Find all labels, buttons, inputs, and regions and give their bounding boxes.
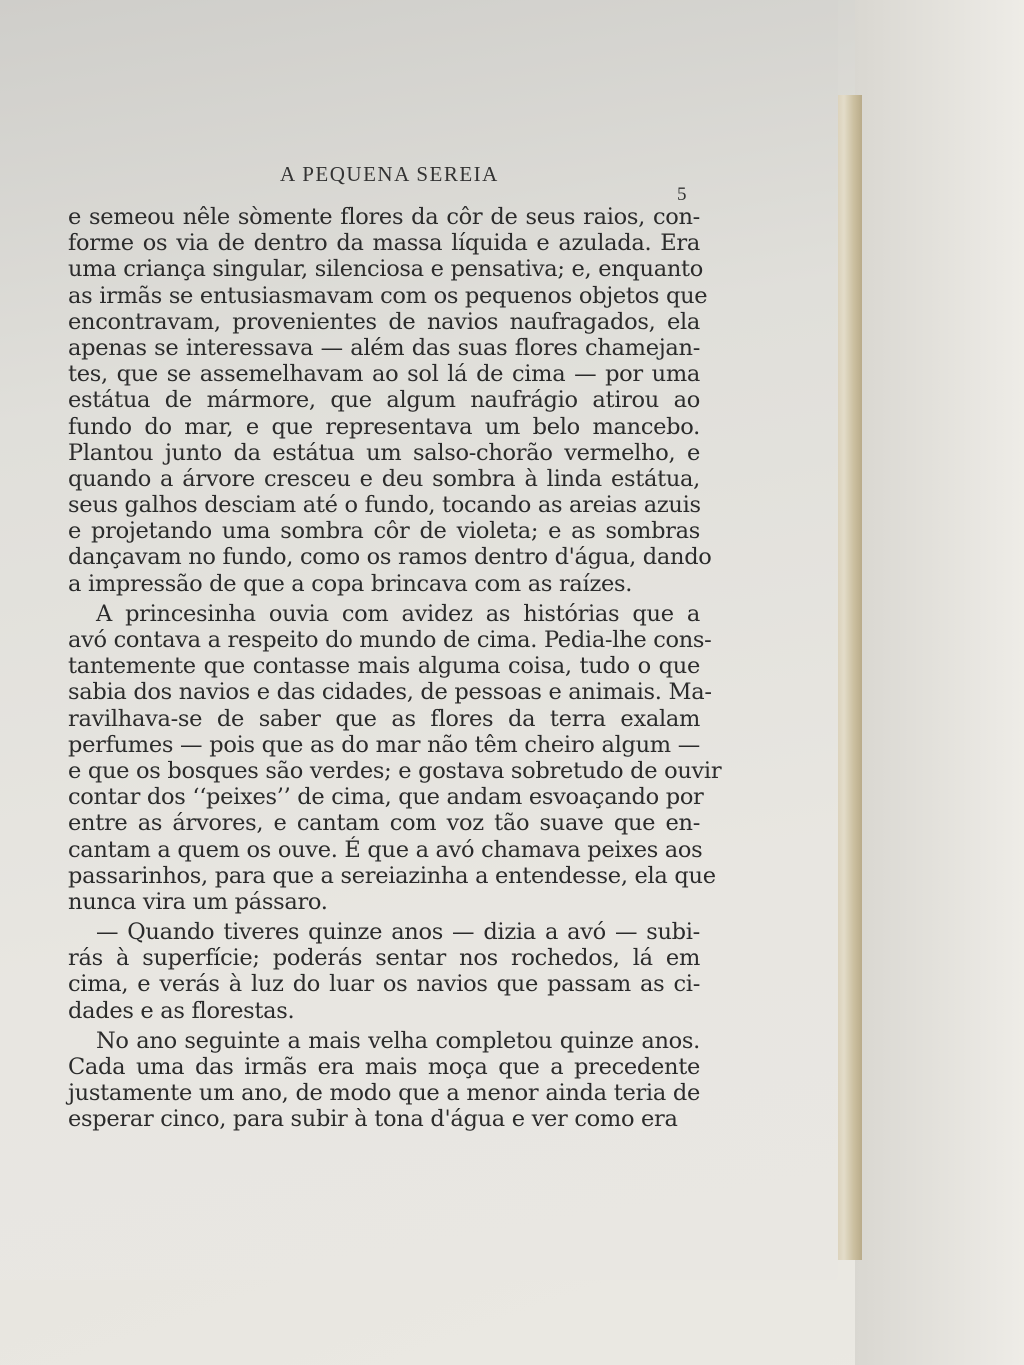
page-number: 5 xyxy=(677,184,687,205)
text-line: passarinhos, para que a sereiazinha a entendesse, ela que xyxy=(68,862,716,889)
text-line: Cada uma das irmãs era mais moça que a precedente xyxy=(68,1054,700,1080)
text-line: encontravam, provenientes de navios naufragados, ela xyxy=(68,308,700,335)
text-line: cantam a quem os ouve. É que a avó chamava peixes aos xyxy=(68,836,703,863)
text-line: quando a árvore cresceu e deu sombra à linda estátua, xyxy=(68,465,700,492)
text-line: seus galhos desciam até o fundo, tocando as areias azuis xyxy=(68,492,701,519)
text-line: A princesinha ouvia com avidez as histórias que a xyxy=(96,600,700,627)
text-line: e semeou nêle sòmente flores da côr de seus raios, con- xyxy=(68,204,700,230)
text-line: esperar cinco, para subir à tona d'água e ver como era xyxy=(68,1106,678,1133)
text-line: as irmãs se entusiasmavam com os pequenos objetos que xyxy=(68,282,708,309)
text-line: rás à superfície; poderás sentar nos rochedos, lá em xyxy=(68,945,700,972)
text-line: estátua de mármore, que algum naufrágio atirou ao xyxy=(68,387,700,414)
text-line: tes, que se assemelhavam ao sol lá de cima — por uma xyxy=(68,361,700,388)
text-line: fundo do mar, e que representava um belo mancebo. xyxy=(68,413,700,440)
text-line: cima, e verás à luz do luar os navios que passam as ci- xyxy=(68,971,700,998)
text-line: No ano seguinte a mais velha completou quinze anos. xyxy=(96,1027,700,1054)
text-line: ravilhava-se de saber que as flores da terra exalam xyxy=(68,705,700,732)
text-line: e que os bosques são verdes; e gostava sobretudo de ouvir xyxy=(68,757,722,784)
text-line: apenas se interessava — além das suas flores chamejan- xyxy=(68,334,700,361)
text-line: dades e as florestas. xyxy=(68,997,295,1024)
body-text xyxy=(68,204,722,1133)
text-line: dançavam no fundo, como os ramos dentro d'água, dando xyxy=(68,544,712,571)
text-line: justamente um ano, de modo que a menor ainda teria de xyxy=(68,1080,700,1107)
text-line: forme os via de dentro da massa líquida e azulada. Era xyxy=(68,230,700,257)
text-line: tantemente que contasse mais alguma coisa, tudo o que xyxy=(68,653,700,680)
text-line: entre as árvores, e cantam com voz tão suave que en- xyxy=(68,810,700,837)
running-head: A PEQUENA SEREIA xyxy=(280,162,499,186)
background-surface xyxy=(855,0,1024,1365)
text-line: contar dos ‘‘peixes’’ de cima, que andam esvoaçando por xyxy=(68,784,704,811)
text-line: nunca vira um pássaro. xyxy=(68,888,328,915)
text-line: — Quando tiveres quinze anos — dizia a avó — subi- xyxy=(96,919,700,946)
text-line: uma criança singular, silenciosa e pensativa; e, enquanto xyxy=(68,256,703,283)
text-line: sabia dos navios e das cidades, de pessoas e animais. Ma- xyxy=(68,679,712,706)
text-line: perfumes — pois que as do mar não têm cheiro algum — xyxy=(68,731,700,758)
text-line: e projetando uma sombra côr de violeta; e as sombras xyxy=(68,518,700,545)
text-line: a impressão de que a copa brincava com as raízes. xyxy=(68,570,633,597)
text-line: avó contava a respeito do mundo de cima. Pedia-lhe cons- xyxy=(68,627,712,653)
text-line: Plantou junto da estátua um salso-chorão vermelho, e xyxy=(68,439,700,466)
